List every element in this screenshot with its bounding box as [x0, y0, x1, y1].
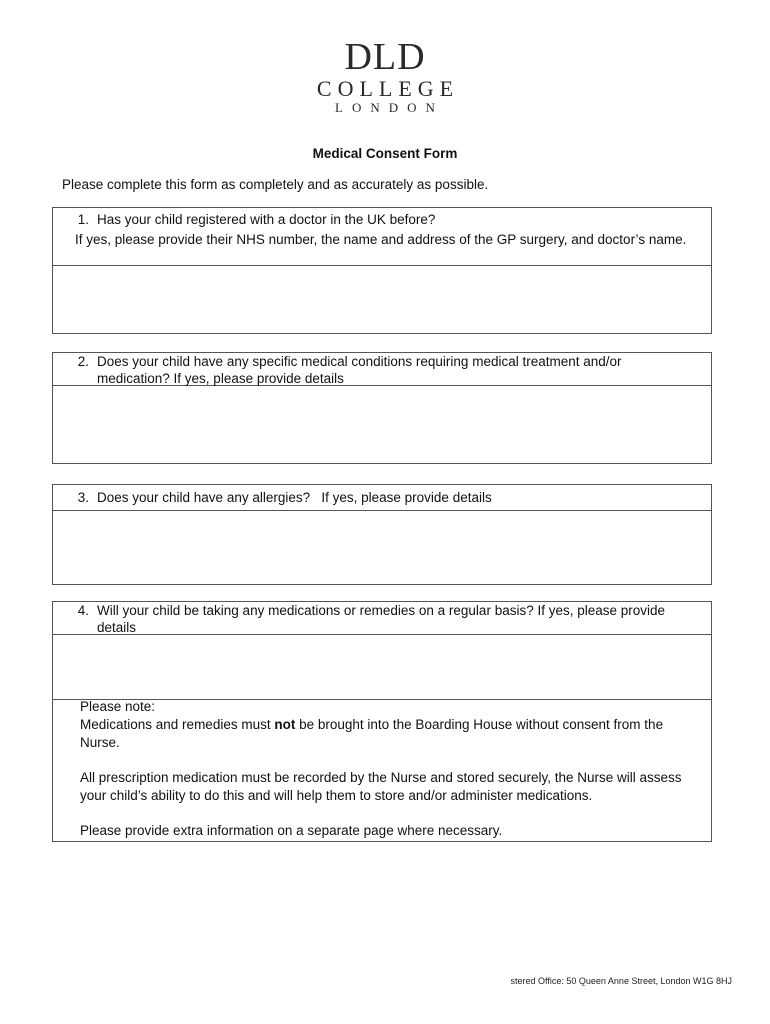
question-1-header [53, 208, 711, 266]
question-3-answer-field[interactable] [53, 511, 711, 584]
form-intro: Please complete this form as completely and as accurately as possible. [62, 177, 489, 192]
question-1-extra: If yes, please provide their NHS number, the name and address of the GP surgery, and doctor’s name. [75, 232, 687, 247]
question-1-text: Has your child registered with a doctor in the UK before? [97, 212, 436, 227]
logo-dld: DLD [344, 36, 426, 78]
logo-college: COLLEGE [316, 76, 460, 101]
logo-london: LONDON [335, 100, 444, 115]
question-3-header [53, 485, 711, 511]
note-paragraph-1 [80, 716, 705, 752]
note-paragraph-2: All prescription medication must be recorded by the Nurse and stored securely, the Nurse will assess your child’s ability to do this and will help them to store and/or administer medications. [80, 770, 682, 803]
question-2-box [52, 352, 712, 464]
question-2-answer-field[interactable] [53, 386, 711, 463]
question-3-number: 3. [77, 490, 89, 505]
question-3-text: Does your child have any allergies? If yes, please provide details [97, 490, 492, 505]
college-logo [300, 38, 470, 116]
question-1-number: 1. [77, 212, 89, 227]
question-4-answer-field[interactable] [53, 635, 711, 700]
question-4-header [53, 602, 711, 635]
question-3-box [52, 484, 712, 585]
note-line1-post: be brought into the Boarding House without consent from the Nurse. [80, 717, 664, 750]
question-2-number: 2. [77, 354, 89, 369]
question-1-answer-field[interactable] [53, 266, 711, 333]
note-line1-bold: not [274, 717, 296, 732]
question-2-header [53, 353, 711, 386]
footer-address: stered Office: 50 Queen Anne Street, London W1G 8HJ [510, 976, 732, 986]
please-note-heading: Please note: [80, 699, 156, 714]
question-4-text: Will your child be taking any medications or remedies on a regular basis? If yes, please provide details [97, 603, 666, 635]
question-1-box [52, 207, 712, 334]
question-4-number: 4. [77, 603, 89, 618]
form-title: Medical Consent Form [312, 146, 458, 161]
note-paragraph-3: Please provide extra information on a separate page where necessary. [80, 823, 503, 838]
question-2-text: Does your child have any specific medical conditions requiring medical treatment and/or medication? If yes, please provide details [97, 354, 622, 386]
note-line1-pre: Medications and remedies must [80, 717, 275, 732]
